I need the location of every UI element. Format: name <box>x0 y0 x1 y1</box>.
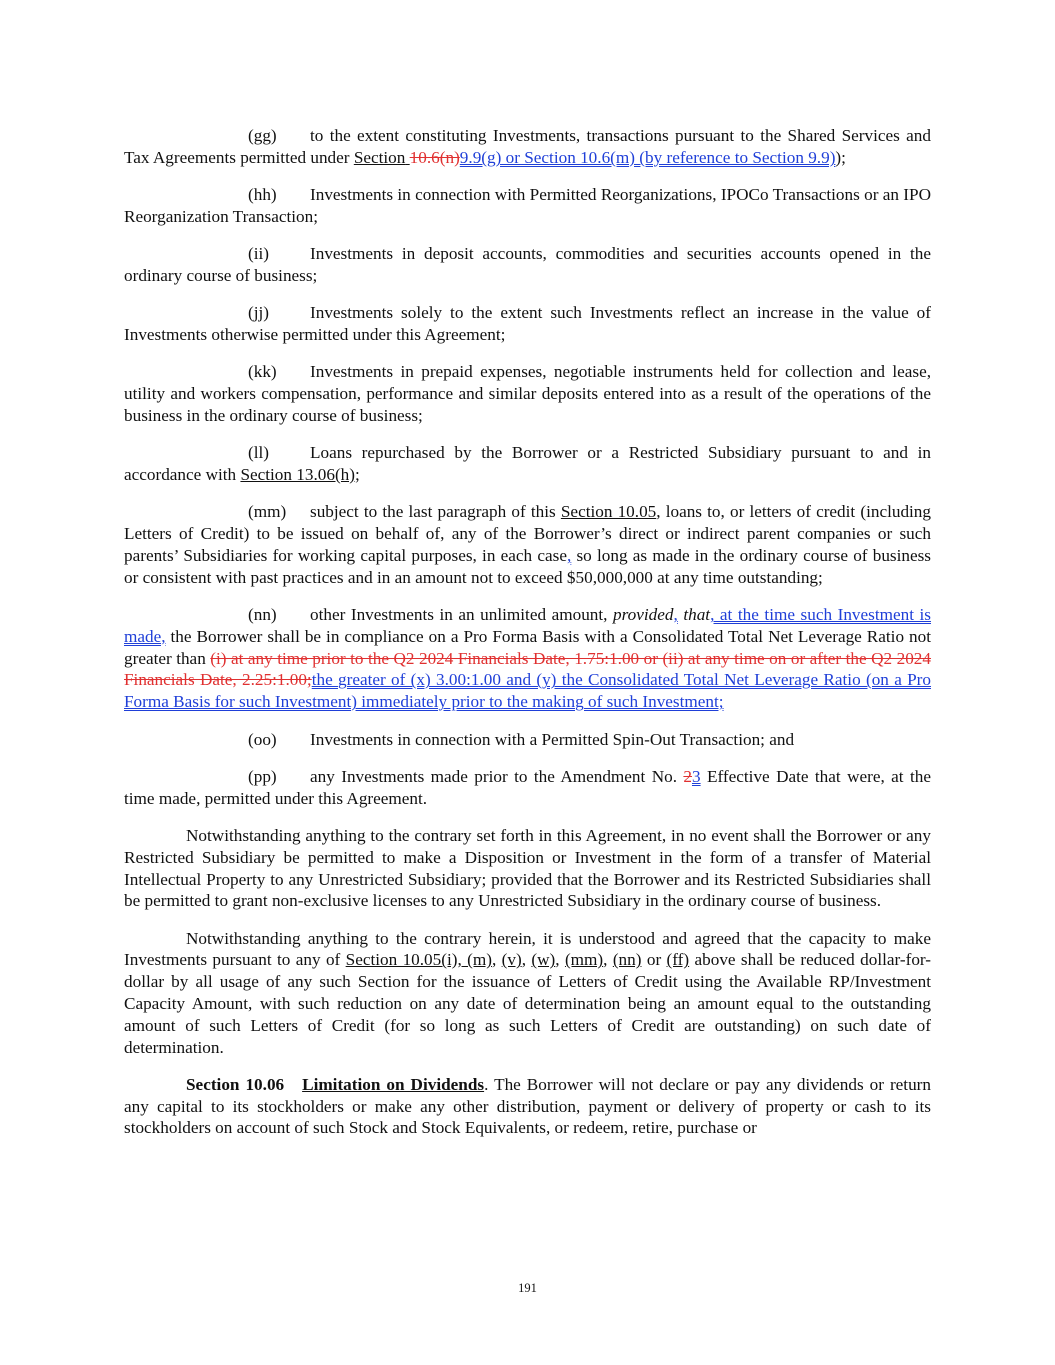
section-10-06-paragraph: Section 10.06 Limitation on Dividends. The Borrower will not declare or pay any dividends or return any capital to its stockholders or make any other distribution, payment or delivery of property or cash to its stockholders on account of such Stock and Stock Equivalents, or redeem, retire, purchase or <box>124 1074 931 1138</box>
section-number: Section 10.06 <box>186 1074 285 1094</box>
deleted-text: 2 <box>683 766 692 786</box>
inserted-text: , <box>673 605 678 625</box>
inserted-text: 9.9(g) or Section 10.6(m) (by reference to Section 9.9) <box>459 147 836 167</box>
clause-ii: (ii) Investments in deposit accounts, commodities and securities accounts opened in the ordinary course of business; <box>124 244 931 285</box>
clause-nn: (nn) other Investments in an unlimited amount, provided, that, at the time such Investment is made, the Borrower shall be in compliance on a Pro Forma Basis with a Consolidated Total Net Leverage Ratio not greater than (i) at any time prior to the Q2 2024 Financials Date, 1.75:1.00 or (ii) at any time on or after the Q2 2024 Financials Date, 2.25:1.00;the greater of (x) 3.00:1.00 and (y) the Consolidated Total Net Leverage Ratio (on a Pro Forma Basis for such Investment) immediately prior to the making of such Investment; <box>124 605 931 712</box>
clause-pp: (pp) any Investments made prior to the Amendment No. 23 Effective Date that were, at the time made, permitted under this Agreement. <box>124 766 931 808</box>
section-reference: Section 10.05 <box>560 502 657 522</box>
clause-hh: (hh) Investments in connection with Permitted Reorganizations, IPOCo Transactions or an IPO Reorganization Transaction; <box>124 185 931 226</box>
section-reference: Section 10.05(i), (m) <box>345 950 492 970</box>
notwithstanding-paragraph-2: Notwithstanding anything to the contrary herein, it is understood and agreed that the capacity to make Investments pursuant to any of Section 10.05(i), (m), (v), (w), (mm), (nn) or (ff) above shall be reduced dollar-for-dollar by all usage of any such Section for the issuance of Letters of Credit using the Available RP/Investment Capacity Amount, with such reduction on any date of determination being an amount equal to the outstanding amount of such Letters of Credit (for so long as such Letters of Credit are outstanding) on such date of determination. <box>124 928 932 1057</box>
deleted-text: (i) at any time prior to the Q2 2024 Financials Date, 1.75:1.00 or (ii) at any time on or after the Q2 2024 Financials Date, 2.25:1.00; <box>124 648 931 690</box>
document-body <box>124 125 931 1155</box>
clause-gg: (gg) to the extent constituting Investments, transactions pursuant to the Shared Services and Tax Agreements permitted under Section 10.6(n)9.9(g) or Section 10.6(m) (by reference to Section 9.9)); <box>124 126 931 167</box>
notwithstanding-paragraph-1: Notwithstanding anything to the contrary set forth in this Agreement, in no event shall the Borrower or any Restricted Subsidiary be permitted to make a Disposition or Investment in the form of a transfer of Material Intellectual Property to any Unrestricted Subsidiary; provided that the Borrower and its Restricted Subsidiaries shall be permitted to grant non-exclusive licenses to any Unrestricted Subsidiary in the ordinary course of business. <box>124 825 931 911</box>
deleted-text: 10.6(n) <box>409 147 460 167</box>
inserted-text: , at the time such Investment is made, <box>124 605 931 646</box>
section-reference: (ff) <box>666 950 690 970</box>
clause-kk: (kk) Investments in prepaid expenses, negotiable instruments held for collection and lease, utility and workers compensation, performance and similar deposits entered into as a result of the operations of the business in the ordinary course of business; <box>124 362 931 425</box>
clause-mm: (mm) subject to the last paragraph of this Section 10.05, loans to, or letters of credit (including Letters of Credit) to be issued on behalf of, any of the Borrower’s direct or indirect parent companies or such parents’ Subsidiaries for working capital purposes, in each case, so long as made in the ordinary course of business or consistent with past practices and in an amount not to exceed $50,000,000 at any time outstanding; <box>124 502 931 587</box>
clause-oo: (oo) Investments in connection with a Permitted Spin-Out Transaction; and <box>248 729 795 749</box>
section-reference: (v) <box>501 950 522 970</box>
page-number: 191 <box>518 1281 537 1295</box>
section-reference: Section 13.06(h) <box>240 465 356 485</box>
section-title: Limitation on Dividends <box>302 1074 485 1094</box>
section-reference: (nn) <box>612 950 642 970</box>
clause-ll: (ll) Loans repurchased by the Borrower or a Restricted Subsidiary pursuant to and in accordance with Section 13.06(h); <box>124 443 931 485</box>
section-reference: Section <box>353 147 406 167</box>
inserted-text: the greater of (x) 3.00:1.00 and (y) the Consolidated Total Net Leverage Ratio (on a Pro Forma Basis for such Investment) immediately prior to the making of such Investment; <box>124 670 931 712</box>
inserted-text: , <box>566 545 572 565</box>
inserted-text: 3 <box>692 766 701 786</box>
clause-jj: (jj) Investments solely to the extent such Investments reflect an increase in the value of Investments otherwise permitted under this Agreement; <box>124 303 931 345</box>
section-reference: (w) <box>531 950 556 970</box>
section-reference: (mm) <box>564 950 604 970</box>
